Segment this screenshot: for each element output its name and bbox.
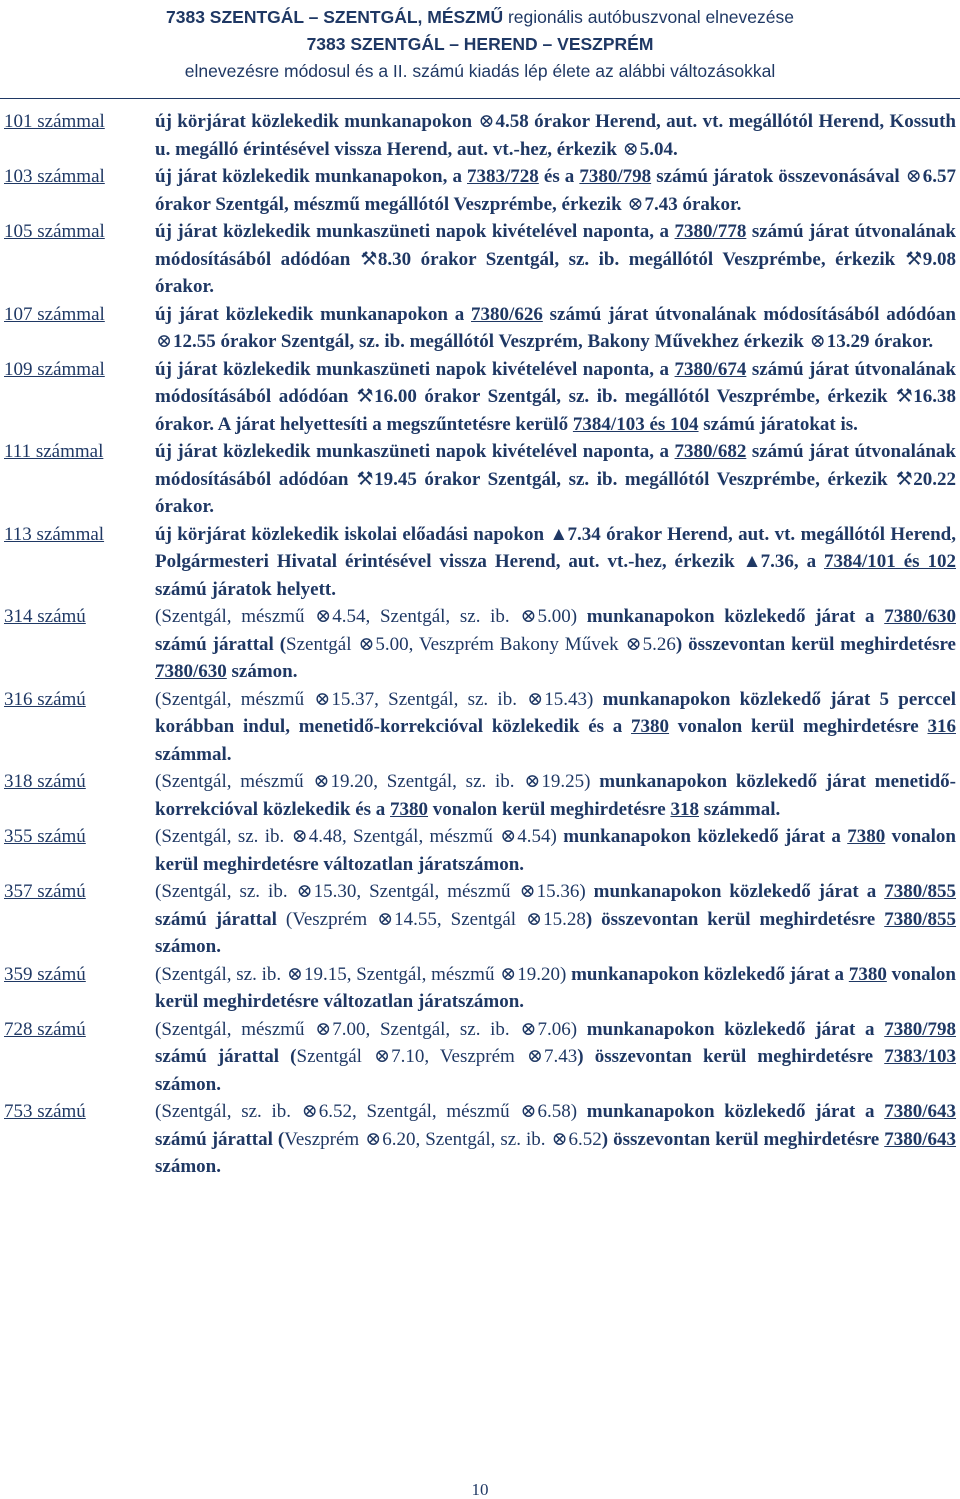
change-row — [0, 356, 960, 439]
text-fragment: számú járattal ( — [155, 633, 287, 655]
workday-symbol-icon: ⊗ — [478, 111, 495, 132]
text-fragment: munkanapokon közlekedő járat 5 perccel korábban indul, menetidő-korrekcióval közlekedik és a — [155, 688, 956, 737]
text-fragment: új járat közlekedik munkaszüneti napok kivételével naponta, a — [155, 441, 675, 462]
change-row — [0, 438, 960, 521]
text-fragment: 19.20, Szentgál, sz. ib. — [330, 771, 524, 792]
text-fragment: számú járat útvonalának módosításából adódóan — [155, 221, 956, 270]
text-fragment: számú járatok összevonásával — [651, 166, 905, 187]
route-number-label: 753 számú — [4, 1101, 86, 1122]
workday-symbol-icon: ⊗ — [156, 331, 172, 352]
text-fragment: munkanapokon közlekedő járat menetidő-korrekcióval közlekedik és a — [155, 771, 957, 820]
workday-symbol-icon: ⊗ — [551, 1128, 568, 1150]
text-fragment: munkanapokon közlekedő járat a — [577, 1101, 885, 1122]
change-description — [155, 823, 958, 878]
text-fragment: 19.45 órakor Szentgál, sz. ib. megállótól Veszprémbe, érkezik — [374, 468, 896, 490]
route-reference: 7380/682 — [674, 441, 747, 462]
change-row — [0, 768, 960, 823]
change-description — [155, 521, 958, 604]
change-list — [0, 108, 960, 1181]
text-fragment: ) összevontan kerül meghirdetésre — [585, 908, 885, 930]
route-reference: 7384/101 és 102 — [824, 551, 956, 572]
workday-symbol-icon: ⊗ — [526, 908, 543, 930]
school-day-triangle-icon: ▲ — [742, 551, 762, 572]
text-fragment: 7.00, Szentgál, sz. ib. — [332, 1018, 520, 1040]
text-fragment: számú járat útvonalának módosításából adódóan — [542, 303, 956, 325]
route-reference: 316 — [927, 716, 956, 737]
workday-symbol-icon: ⊗ — [291, 826, 308, 847]
text-fragment: számú járat útvonalának módosításából adódóan — [155, 441, 956, 490]
change-description — [155, 878, 958, 961]
route-reference: 7383/728 — [467, 166, 539, 187]
text-fragment: 15.37, Szentgál, sz. ib. — [331, 688, 527, 710]
change-row — [0, 1098, 960, 1181]
route-number-label: 101 számmal — [4, 111, 105, 132]
page-number: 10 — [471, 1480, 489, 1499]
text-fragment: 5.00) — [537, 606, 578, 627]
route-reference: 7380/798 — [579, 166, 652, 187]
route-number-label: 103 számmal — [4, 166, 105, 187]
workday-symbol-icon: ⊗ — [500, 963, 517, 985]
change-description — [155, 218, 958, 301]
change-description — [155, 768, 958, 823]
text-fragment: vonalon kerül meghirdetésre változatlan járatszámon. — [155, 826, 956, 875]
workday-symbol-icon: ⊗ — [358, 633, 375, 655]
text-fragment: számú járat útvonalának módosításából adódóan — [155, 358, 956, 407]
change-row — [0, 218, 960, 301]
text-fragment: 19.25) — [541, 771, 591, 792]
route-number-label: 109 számmal — [4, 358, 105, 380]
workday-symbol-icon: ⊗ — [520, 606, 537, 627]
text-fragment: 7.10, Veszprém — [391, 1046, 526, 1067]
text-fragment: számú járatokat is. — [698, 413, 858, 435]
change-description — [155, 1016, 958, 1099]
text-fragment: új körjárat közlekedik munkanapokon — [155, 111, 478, 132]
change-row — [0, 163, 960, 218]
workday-symbol-icon: ⊗ — [314, 688, 331, 710]
workday-symbol-icon: ⊗ — [374, 1046, 391, 1067]
document-header — [0, 4, 960, 85]
workday-symbol-icon: ⊗ — [527, 1046, 543, 1067]
text-fragment: (Veszprém — [285, 908, 377, 930]
route-reference: 7380/630 — [155, 661, 227, 682]
header-divider — [0, 98, 960, 99]
text-fragment: (Szentgál, sz. ib. — [155, 963, 286, 985]
text-fragment: 4.48, Szentgál, mészmű — [308, 826, 500, 847]
text-fragment: 8.30 órakor Szentgál, sz. ib. megállótól Veszprémbe, érkezik — [377, 248, 905, 270]
route-reference: 7380/855 — [884, 908, 957, 930]
text-fragment: számmal. — [155, 743, 232, 765]
workday-symbol-icon: ⊗ — [313, 771, 330, 792]
text-fragment: vonalon kerül meghirdetésre — [428, 798, 671, 820]
change-row — [0, 301, 960, 356]
hammers-symbol-icon: ⚒ — [356, 468, 374, 490]
header-line-1-rest: regionális autóbuszvonal elnevezése — [503, 7, 794, 27]
text-fragment: 5.26 — [642, 633, 676, 655]
hammers-symbol-icon: ⚒ — [895, 468, 913, 490]
text-fragment: új körjárat közlekedik iskolai előadási napokon — [155, 523, 550, 545]
school-day-triangle-icon: ▲ — [549, 523, 569, 545]
text-fragment: munkanapokon közlekedő járat a — [566, 963, 849, 985]
route-number-label: 318 számú — [4, 771, 86, 792]
text-fragment: számú járattal ( — [155, 1046, 297, 1067]
text-fragment: és a — [538, 166, 580, 187]
change-row — [0, 603, 960, 686]
text-fragment: vonalon kerül meghirdetésre változatlan járatszámon. — [155, 963, 956, 1012]
route-number-label: 105 számmal — [4, 221, 105, 242]
text-fragment: számon. — [155, 1156, 221, 1177]
route-number-label: 314 számú — [4, 606, 86, 627]
change-row — [0, 961, 960, 1016]
route-number-label: 355 számú — [4, 826, 86, 847]
text-fragment: (Szentgál, mészmű — [155, 1018, 315, 1040]
route-reference: 7384/103 és 104 — [572, 413, 699, 435]
change-description — [155, 356, 958, 439]
text-fragment: 13.29 órakor. — [826, 331, 934, 352]
text-fragment: 9.08 órakor. — [155, 248, 957, 297]
text-fragment: munkanapokon közlekedő járat a — [556, 826, 848, 847]
text-fragment: Szentgál — [296, 1046, 374, 1067]
route-reference: 7380/798 — [884, 1018, 956, 1040]
text-fragment: munkanapokon közlekedő járat a — [585, 881, 885, 902]
hammers-symbol-icon: ⚒ — [360, 248, 378, 270]
route-number-label: 107 számmal — [4, 303, 105, 325]
workday-symbol-icon: ⊗ — [315, 1018, 332, 1040]
text-fragment: számmal. — [698, 798, 781, 820]
route-reference: 7380/778 — [674, 221, 747, 242]
text-fragment: 19.20) — [517, 963, 567, 985]
text-fragment: 15.36) — [536, 881, 586, 902]
hammers-symbol-icon: ⚒ — [895, 386, 913, 407]
route-number-label: 359 számú — [4, 963, 86, 985]
change-description — [155, 108, 958, 163]
text-fragment: 7.06) — [537, 1018, 578, 1040]
text-fragment: 7.43 órakor. — [644, 193, 742, 215]
text-fragment: 5.04. — [639, 138, 678, 160]
text-fragment: 4.54, Szentgál, sz. ib. — [332, 606, 520, 627]
text-fragment: 16.38 órakor. A járat helyettesíti a megszűntetésre kerülő — [155, 386, 956, 435]
header-line-2: 7383 SZENTGÁL – HEREND – VESZPRÉM — [306, 34, 654, 54]
text-fragment: 5.00, Veszprém Bakony Művek — [375, 633, 625, 655]
route-reference: 7380/674 — [674, 358, 747, 380]
route-reference: 7380/643 — [884, 1101, 957, 1122]
workday-symbol-icon: ⊗ — [365, 1128, 382, 1150]
workday-symbol-icon: ⊗ — [286, 963, 303, 985]
workday-symbol-icon: ⊗ — [500, 826, 517, 847]
text-fragment: Szentgál — [286, 633, 358, 655]
change-row — [0, 108, 960, 163]
change-description — [155, 686, 958, 769]
text-fragment: 14.55, Szentgál — [394, 908, 526, 930]
change-description — [155, 438, 958, 521]
change-row — [0, 521, 960, 604]
text-fragment: 7.43 — [544, 1046, 578, 1067]
text-fragment: számon. — [155, 936, 221, 957]
workday-symbol-icon: ⊗ — [296, 881, 313, 902]
text-fragment: (Szentgál, sz. ib. — [155, 881, 296, 902]
workday-symbol-icon: ⊗ — [905, 166, 922, 187]
route-reference: 7383/103 — [884, 1046, 957, 1067]
text-fragment: 6.58) — [537, 1101, 578, 1122]
text-fragment: új járat közlekedik munkanapokon a — [155, 303, 472, 325]
text-fragment: vonalon kerül meghirdetésre — [669, 716, 928, 737]
route-reference: 7380/855 — [884, 881, 956, 902]
workday-symbol-icon: ⊗ — [520, 1018, 537, 1040]
change-row — [0, 823, 960, 878]
text-fragment: (Szentgál, mészmű — [155, 606, 315, 627]
text-fragment: 12.55 órakor Szentgál, sz. ib. megállótól Veszprém, Bakony Művekhez érkezik — [173, 331, 809, 352]
workday-symbol-icon: ⊗ — [315, 606, 332, 627]
text-fragment: munkanapokon közlekedő járat a — [577, 606, 885, 627]
change-description — [155, 961, 958, 1016]
change-description — [155, 603, 958, 686]
text-fragment: (Szentgál, mészmű — [155, 688, 314, 710]
workday-symbol-icon: ⊗ — [520, 1101, 537, 1122]
text-fragment: 6.20, Szentgál, sz. ib. — [382, 1128, 551, 1150]
route-number-label: 728 számú — [4, 1018, 86, 1040]
text-fragment: számon. — [226, 661, 298, 682]
change-row — [0, 686, 960, 769]
text-fragment: (Szentgál, sz. ib. — [155, 826, 291, 847]
change-row — [0, 878, 960, 961]
text-fragment: 7.36, a — [760, 551, 825, 572]
text-fragment: 6.57 órakor Szentgál, mészmű megállótól Veszprémbe, érkezik — [155, 166, 956, 215]
text-fragment: Veszprém — [284, 1128, 365, 1150]
header-line-1 — [0, 4, 960, 31]
workday-symbol-icon: ⊗ — [524, 771, 541, 792]
route-reference: 7380 — [390, 798, 429, 820]
text-fragment: ) összevontan kerül meghirdetésre — [675, 633, 956, 655]
route-reference: 7380 — [847, 826, 886, 847]
workday-symbol-icon: ⊗ — [527, 688, 544, 710]
workday-symbol-icon: ⊗ — [622, 138, 639, 160]
route-reference: 7380 — [631, 716, 670, 737]
text-fragment: (Szentgál, mészmű — [155, 771, 313, 792]
text-fragment: 7.34 órakor Herend, aut. vt. megállótól Herend, Polgármesteri Hivatal érintésével vissza Herend, aut. vt.-hez, érkezik — [155, 523, 956, 572]
route-reference: 318 — [670, 798, 699, 820]
text-fragment: (Szentgál, sz. ib. — [155, 1101, 301, 1122]
text-fragment: új járat közlekedik munkaszüneti napok kivételével naponta, a — [155, 358, 675, 380]
header-line-3: elnevezésre módosul és a II. számú kiadás lép élete az alábbi változásokkal — [184, 61, 776, 81]
text-fragment: új járat közlekedik munkaszüneti napok kivételével naponta, a — [155, 221, 675, 242]
change-row — [0, 1016, 960, 1099]
hammers-symbol-icon: ⚒ — [905, 248, 923, 270]
workday-symbol-icon: ⊗ — [625, 633, 642, 655]
route-reference: 7380/630 — [884, 606, 956, 627]
text-fragment: 6.52 — [568, 1128, 602, 1150]
route-number-label: 316 számú — [4, 688, 86, 710]
text-fragment: ) összevontan kerül meghirdetésre — [577, 1046, 885, 1067]
text-fragment: ) összevontan kerül meghirdetésre — [601, 1128, 885, 1150]
text-fragment: 4.58 órakor Herend, aut. vt. megállótól Herend, Kossuth u. megálló érintésével vissza Herend, aut. vt.-hez, érkezik — [155, 111, 956, 160]
text-fragment: számú járattal — [155, 908, 286, 930]
text-fragment: 16.00 órakor Szentgál, sz. ib. megállótól Veszprémbe, érkezik — [374, 386, 896, 407]
route-number-label: 357 számú — [4, 881, 86, 902]
change-description — [155, 1098, 958, 1181]
route-number-label: 111 számmal — [4, 441, 104, 462]
header-line-1-bold: 7383 SZENTGÁL – SZENTGÁL, MÉSZMŰ — [166, 7, 504, 27]
text-fragment: 15.28 — [543, 908, 586, 930]
hammers-symbol-icon: ⚒ — [356, 386, 374, 407]
workday-symbol-icon: ⊗ — [627, 193, 644, 215]
text-fragment: 15.43) — [544, 688, 594, 710]
text-fragment: számú járatok helyett. — [155, 578, 336, 600]
workday-symbol-icon: ⊗ — [377, 908, 394, 930]
text-fragment: 20.22 órakor. — [155, 468, 956, 517]
text-fragment: 6.52, Szentgál, mészmű — [318, 1101, 520, 1122]
route-reference: 7380 — [848, 963, 887, 985]
change-description — [155, 163, 958, 218]
text-fragment: 15.30, Szentgál, mészmű — [313, 881, 519, 902]
text-fragment: számon. — [155, 1073, 221, 1095]
workday-symbol-icon: ⊗ — [519, 881, 536, 902]
workday-symbol-icon: ⊗ — [809, 331, 826, 352]
text-fragment: 19.15, Szentgál, mészmű — [303, 963, 500, 985]
route-reference: 7380/643 — [884, 1128, 957, 1150]
text-fragment: 4.54) — [517, 826, 557, 847]
text-fragment: számú járattal ( — [155, 1128, 285, 1150]
change-description — [155, 301, 958, 356]
route-number-label: 113 számmal — [4, 523, 105, 545]
text-fragment: munkanapokon közlekedő járat a — [577, 1018, 885, 1040]
route-reference: 7380/626 — [471, 303, 543, 325]
workday-symbol-icon: ⊗ — [301, 1101, 318, 1122]
text-fragment: új járat közlekedik munkanapokon, a — [155, 166, 468, 187]
